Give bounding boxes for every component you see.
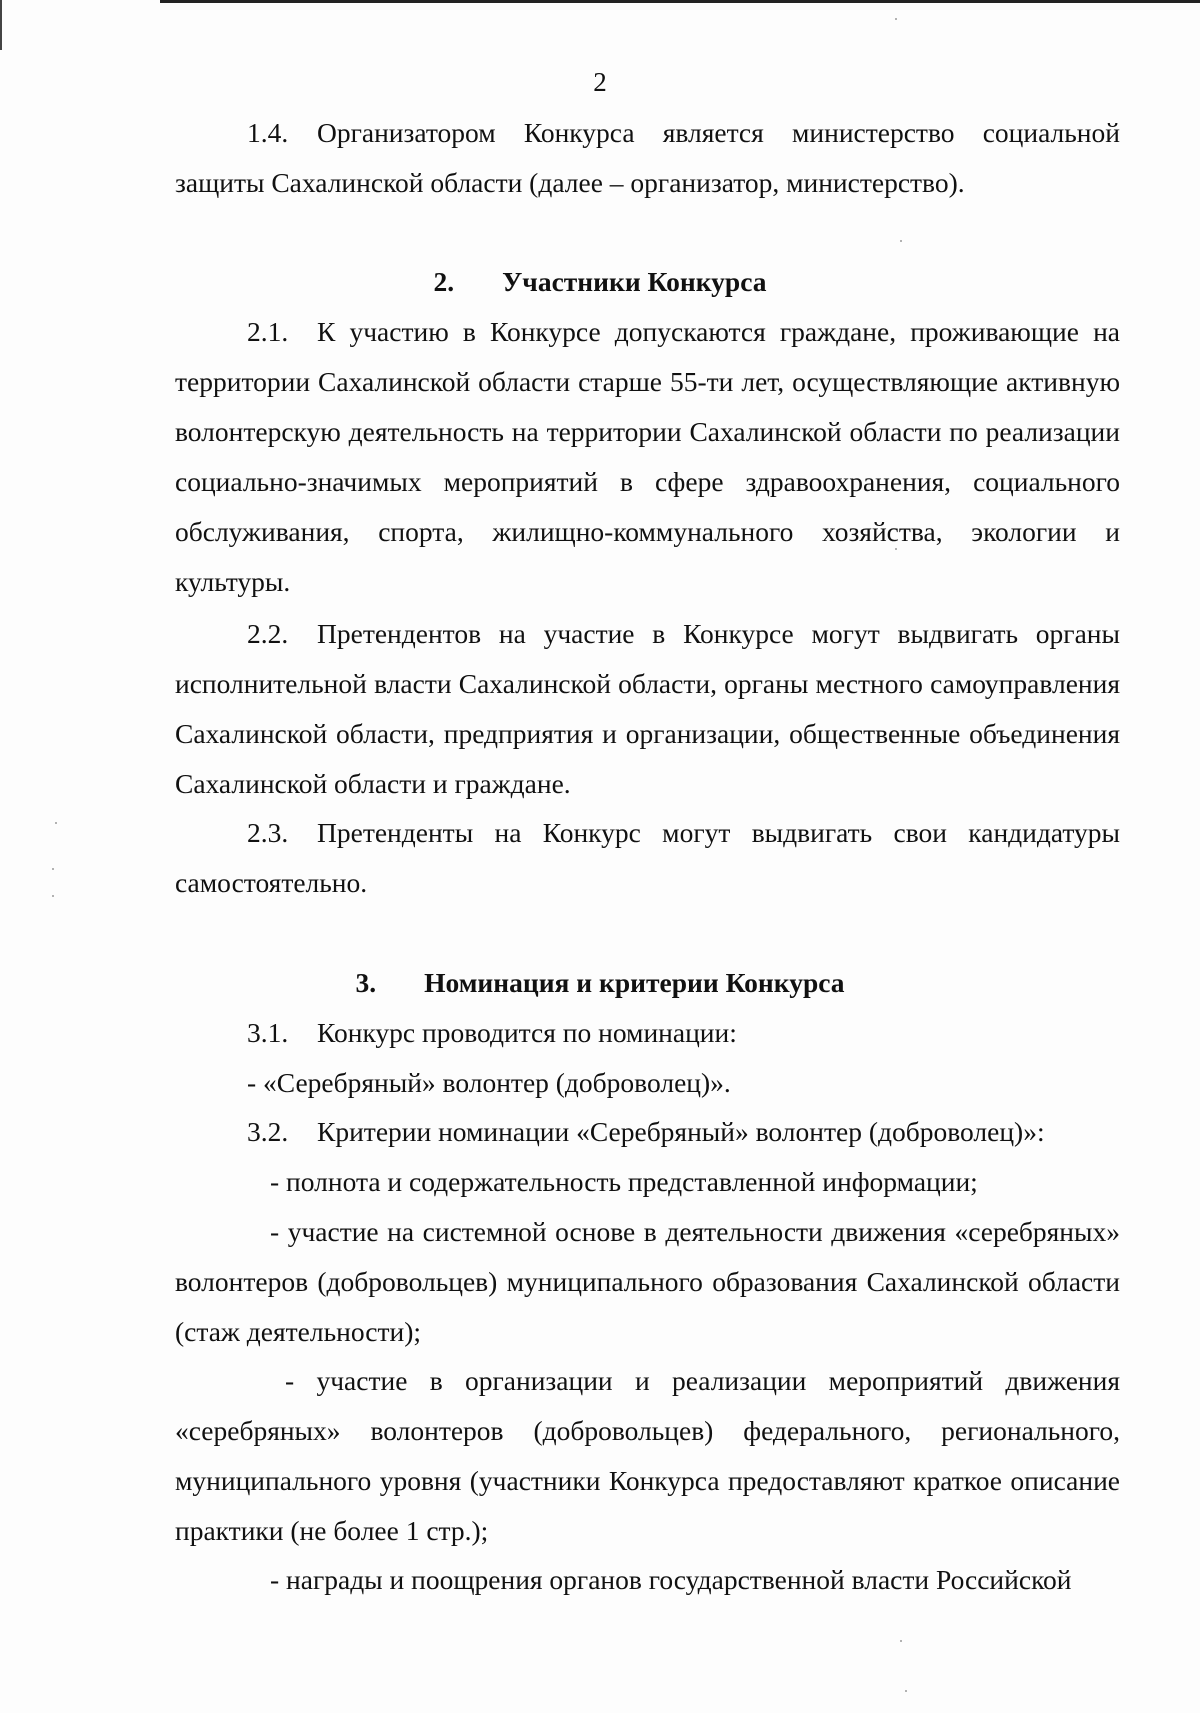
paragraph-text: Критерии номинации «Серебряный» волонтер (доброволец)»: (317, 1116, 1045, 1147)
section-number: 3. (355, 967, 377, 998)
paragraph-number: 3.1. (247, 1017, 289, 1048)
section-3-heading (0, 958, 1200, 1008)
scan-speck (52, 868, 54, 870)
criteria-item (175, 1157, 1120, 1207)
paragraph-text: Претендентов на участие в Конкурсе могут выдвигать органы исполнительной власти Сахалинской области, органы местного самоуправления Сахалинской области, предприятия и организации, общественные объединения Сахалинской области и граждане. (175, 618, 1120, 799)
page-number: 2 (593, 67, 607, 97)
paragraph-number: 1.4. (247, 117, 289, 148)
nomination-text: - «Серебряный» волонтер (доброволец)». (247, 1067, 731, 1098)
section-title: Номинация и критерии Конкурса (424, 967, 845, 998)
scan-speck (900, 240, 902, 242)
paragraph-2-2-body (175, 609, 1120, 809)
paragraph-2-2 (175, 609, 1120, 809)
criteria-item-text: - участие на системной основе в деятельности движения «серебряных» волонтеров (добровольцев) муниципального образования Сахалинской области (стаж деятельности); (175, 1216, 1120, 1347)
scan-speck (905, 1690, 907, 1692)
paragraph-number: 2.2. (247, 618, 289, 649)
scan-speck (52, 895, 54, 897)
scan-speck (55, 822, 57, 824)
paragraph-2-3 (175, 808, 1120, 908)
criteria-item-text: - полнота и содержательность представленной информации; (270, 1166, 978, 1197)
paragraph-3-1 (175, 1008, 1120, 1058)
paragraph-text: Конкурс проводится по номинации: (317, 1017, 737, 1048)
paragraph-text: Организатором Конкурса является министерство социальной защиты Сахалинской области (далее – организатор, министерство). (175, 117, 1120, 198)
left-edge-mark (0, 0, 2, 50)
criteria-item (175, 1356, 1120, 1556)
paragraph-number: 2.3. (247, 817, 289, 848)
scan-speck (895, 18, 897, 20)
criteria-item-text: - участие в организации и реализации мероприятий движения «серебряных» волонтеров (добровольцев) федерального, регионального, муниципального уровня (участники Конкурса предоставляют краткое описание практики (не более 1 стр.); (175, 1365, 1120, 1546)
scan-speck (895, 548, 897, 550)
paragraph-2-1 (175, 307, 1120, 607)
paragraph-1-4-body (175, 108, 1120, 208)
paragraph-text: К участию в Конкурсе допускаются граждане, проживающие на территории Сахалинской области старше 55-ти лет, осуществляющие активную волонтерскую деятельность на территории Сахалинской области по реализации социально-значимых мероприятий в сфере здравоохранения, социального обслуживания, спорта, жилищно-коммунального хозяйства, экологии и культуры. (175, 316, 1120, 597)
paragraph-2-1-body (175, 307, 1120, 607)
criteria-item-text: - награды и поощрения органов государственной власти Российской (270, 1564, 1072, 1595)
criteria-item (175, 1555, 1120, 1605)
paragraph-3-2-body (175, 1107, 1120, 1157)
paragraph-text: Претенденты на Конкурс могут выдвигать свои кандидатуры самостоятельно. (175, 817, 1120, 898)
paragraph-3-2 (175, 1107, 1120, 1157)
paragraph-1-4 (175, 108, 1120, 208)
criteria-item (175, 1207, 1120, 1357)
section-number: 2. (433, 266, 455, 297)
paragraph-number: 2.1. (247, 316, 289, 347)
paragraph-3-1-body (175, 1008, 1120, 1058)
section-2-heading (0, 257, 1200, 307)
paragraph-number: 3.2. (247, 1116, 289, 1147)
scan-speck (900, 1640, 902, 1642)
section-title: Участники Конкурса (502, 266, 767, 297)
top-border-line (160, 0, 1200, 3)
paragraph-2-3-body (175, 808, 1120, 908)
nomination-line (175, 1058, 1120, 1108)
